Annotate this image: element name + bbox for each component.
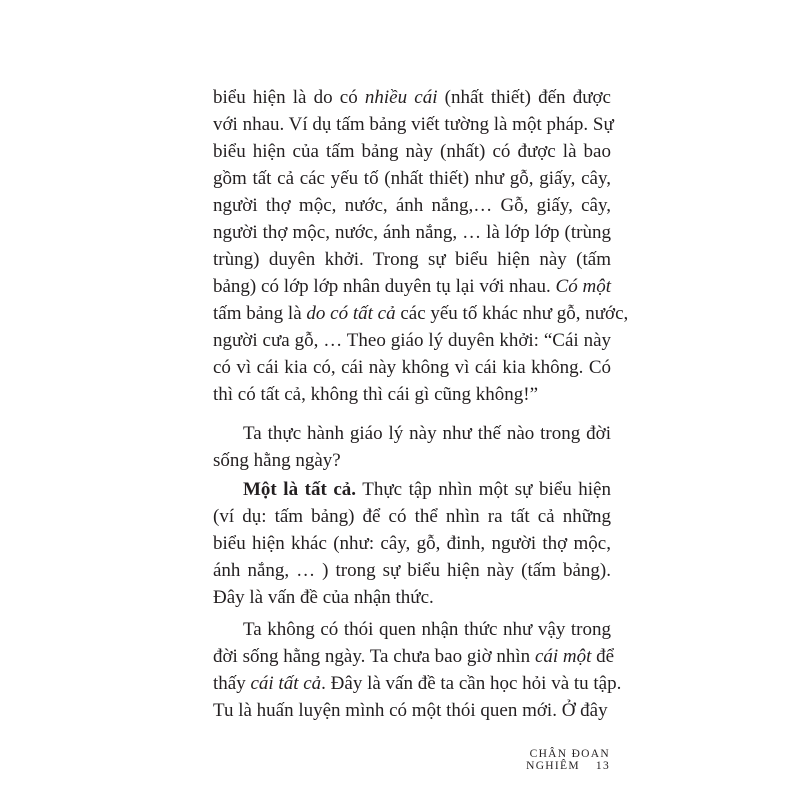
paragraph [213,84,629,408]
text-line [213,697,611,724]
text-line [213,273,611,300]
text-line [213,584,611,611]
paragraph [213,476,611,611]
text-segment: Đây là vấn đề của nhận thức. [213,587,434,608]
text-segment: biểu hiện của tấm bảng này (nhất) có được là bao [213,141,611,162]
text-segment: đời sống hằng ngày. Ta chưa bao giờ nhìn [213,646,535,667]
page-number: 13 [595,760,610,772]
text-segment: thấy [213,673,251,694]
text-segment: . Đây là vấn đề ta cần học hỏi và tu tập. [321,673,622,694]
text-line [213,530,611,557]
text-segment: Ta không có thói quen nhận thức như vậy trong [243,619,611,640]
text-line [213,557,611,584]
text-line [213,447,611,474]
text-line [213,476,611,503]
text-segment: tấm bảng là [213,303,307,324]
text-segment: Thực tập nhìn một sự biểu hiện [356,479,611,500]
text-line [213,670,622,697]
text-segment: với nhau. Ví dụ tấm bảng viết tường là một pháp. Sự [213,114,614,135]
text-segment: biểu hiện là do có [213,87,365,108]
text-line [213,246,611,273]
text-segment: (nhất thiết) đến được [437,87,611,108]
running-title: CHÂN ĐOAN NGHIÊM [526,748,610,772]
page-body [213,84,629,724]
page-footer [450,748,610,772]
text-segment: gồm tất cả các yếu tố (nhất thiết) như gỗ, giấy, cây, [213,168,611,189]
paragraph [213,616,622,724]
text-line [213,111,614,138]
text-line [213,192,611,219]
text-segment: người thợ mộc, nước, ánh nắng,… Gỗ, giấy, cây, [213,195,611,216]
italic-text: cái tất cả [250,673,322,694]
text-segment: các yếu tố khác như gỗ, nước, [395,303,629,324]
text-line [213,420,611,447]
text-line [213,616,611,643]
text-line [213,300,629,327]
text-segment: có vì cái kia có, cái này không vì cái kia không. Có [213,357,611,378]
text-segment: Ta thực hành giáo lý này như thế nào trong đời [243,423,611,444]
text-line [213,643,615,670]
text-segment: bảng) có lớp lớp nhân duyên tụ lại với nhau. [213,276,556,297]
text-segment: ánh nắng, … ) trong sự biểu hiện này (tấm bảng). [213,560,611,581]
text-segment: trùng) duyên khởi. Trong sự biểu hiện này (tấm [213,249,611,270]
text-segment: người cưa gỗ, … Theo giáo lý duyên khởi: “Cái này [213,330,611,351]
italic-text: do có tất cả [306,303,396,324]
text-segment: thì có tất cả, không thì cái gì cũng không!” [213,384,539,405]
bold-text: Một là tất cả. [243,479,357,500]
text-line [213,165,611,192]
text-line [213,381,611,408]
italic-text: cái một [534,646,592,667]
text-line [213,84,611,111]
text-line [213,327,611,354]
text-segment: sống hằng ngày? [213,450,341,471]
text-segment: biểu hiện khác (như: cây, gỗ, đinh, người thợ mộc, [213,533,611,554]
text-line [213,219,611,246]
text-segment: người thợ mộc, nước, ánh nắng, … là lớp lớp (trùng [213,222,611,243]
paragraph [213,420,611,474]
text-line [213,354,611,381]
text-line [213,503,611,530]
text-segment: để [591,646,615,667]
text-segment: Tu là huấn luyện mình có một thói quen mới. Ở đây [213,700,608,721]
italic-text: nhiều cái [364,87,438,108]
italic-text: Có một [555,276,611,297]
text-segment: (ví dụ: tấm bảng) để có thể nhìn ra tất cả những [213,506,611,527]
text-line [213,138,611,165]
